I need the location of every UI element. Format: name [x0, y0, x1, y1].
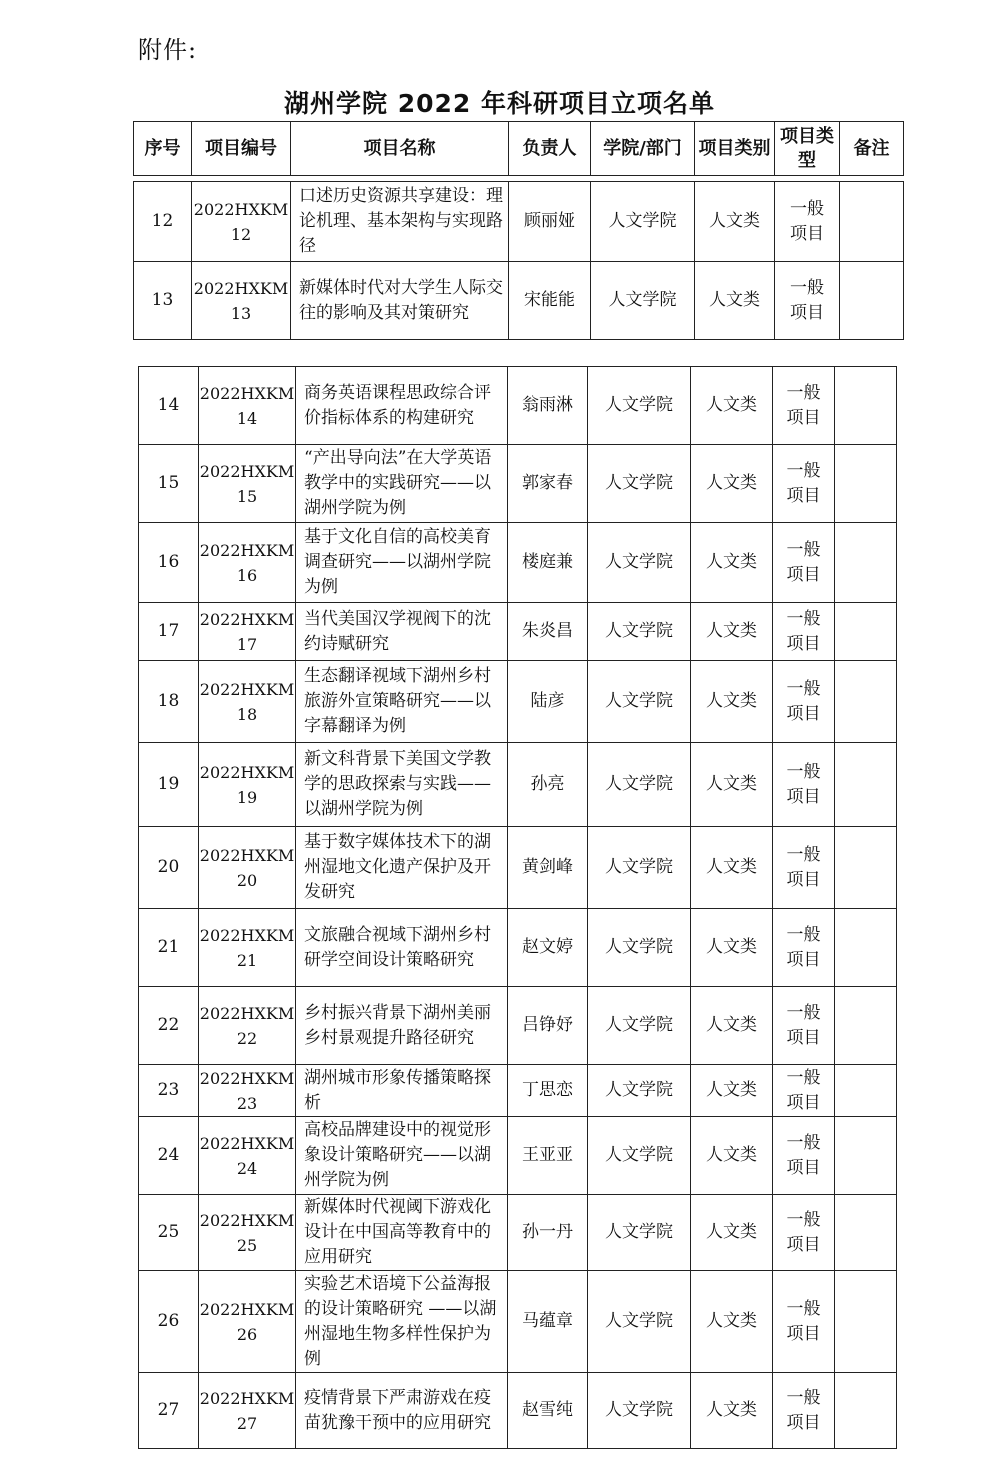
row-leader: 孙一丹	[508, 1195, 588, 1271]
table-row	[139, 1195, 897, 1271]
table-row	[139, 523, 897, 603]
row-remark	[835, 1373, 897, 1449]
header-dept: 学院/部门	[591, 122, 695, 176]
row-type: 一般 项目	[773, 1195, 835, 1271]
row-department: 人文学院	[591, 182, 695, 262]
row-project-code: 2022HXKM 19	[199, 743, 296, 827]
row-type: 一般 项目	[773, 1065, 835, 1117]
row-index: 13	[134, 262, 192, 340]
row-remark	[835, 1195, 897, 1271]
header-name: 项目名称	[291, 122, 509, 176]
row-index: 23	[139, 1065, 199, 1117]
row-leader: 孙亮	[508, 743, 588, 827]
row-project-code: 2022HXKM 14	[199, 367, 296, 445]
row-leader: 宋能能	[509, 262, 591, 340]
row-leader: 顾丽娅	[509, 182, 591, 262]
table-row	[139, 987, 897, 1065]
row-category: 人文类	[691, 367, 773, 445]
row-project-code: 2022HXKM 26	[199, 1271, 296, 1373]
row-department: 人文学院	[591, 262, 695, 340]
row-remark	[835, 1271, 897, 1373]
row-category: 人文类	[691, 1117, 773, 1195]
row-department: 人文学院	[588, 603, 691, 661]
row-remark	[835, 1117, 897, 1195]
row-remark	[835, 367, 897, 445]
project-table-part-1	[133, 181, 904, 340]
row-project-code: 2022HXKM 22	[199, 987, 296, 1065]
row-project-name: 文旅融合视域下湖州乡村研学空间设计策略研究	[296, 909, 508, 987]
row-type: 一般 项目	[773, 909, 835, 987]
row-department: 人文学院	[588, 1195, 691, 1271]
header-remark: 备注	[840, 122, 904, 176]
row-project-name: 实验艺术语境下公益海报的设计策略研究 ——以湖州湿地生物多样性保护为例	[296, 1271, 508, 1373]
row-leader: 赵文婷	[508, 909, 588, 987]
table-row	[139, 367, 897, 445]
row-project-name: “产出导向法”在大学英语教学中的实践研究——以湖州学院为例	[296, 445, 508, 523]
table-row	[139, 445, 897, 523]
document-title: 湖州学院 2022 年科研项目立项名单	[284, 89, 715, 118]
row-type: 一般 项目	[773, 1271, 835, 1373]
row-project-code: 2022HXKM 24	[199, 1117, 296, 1195]
row-department: 人文学院	[588, 743, 691, 827]
table-header	[133, 121, 904, 176]
table-row	[139, 603, 897, 661]
row-department: 人文学院	[588, 1065, 691, 1117]
header-code: 项目编号	[192, 122, 291, 176]
row-category: 人文类	[691, 1195, 773, 1271]
row-type: 一般 项目	[773, 603, 835, 661]
row-index: 18	[139, 661, 199, 743]
row-index: 16	[139, 523, 199, 603]
row-project-code: 2022HXKM 18	[199, 661, 296, 743]
row-department: 人文学院	[588, 661, 691, 743]
row-category: 人文类	[691, 827, 773, 909]
row-type: 一般 项目	[773, 367, 835, 445]
row-category: 人文类	[691, 661, 773, 743]
row-remark	[835, 743, 897, 827]
row-project-name: 口述历史资源共享建设：理论机理、基本架构与实现路径	[291, 182, 509, 262]
table-row	[134, 262, 904, 340]
table-row	[139, 827, 897, 909]
row-department: 人文学院	[588, 1271, 691, 1373]
row-index: 14	[139, 367, 199, 445]
row-index: 12	[134, 182, 192, 262]
row-type: 一般 项目	[773, 827, 835, 909]
row-remark	[835, 1065, 897, 1117]
row-project-code: 2022HXKM 21	[199, 909, 296, 987]
table-row	[139, 1065, 897, 1117]
row-type: 一般 项目	[773, 1373, 835, 1449]
header-category: 项目类别	[695, 122, 775, 176]
row-department: 人文学院	[588, 367, 691, 445]
row-type: 一般 项目	[773, 1117, 835, 1195]
row-leader: 朱炎昌	[508, 603, 588, 661]
row-project-name: 新媒体时代视阈下游戏化设计在中国高等教育中的应用研究	[296, 1195, 508, 1271]
row-leader: 黄剑峰	[508, 827, 588, 909]
row-leader: 吕铮妤	[508, 987, 588, 1065]
row-leader: 王亚亚	[508, 1117, 588, 1195]
row-index: 19	[139, 743, 199, 827]
attachment-label: 附件:	[138, 36, 198, 64]
row-category: 人文类	[691, 1373, 773, 1449]
project-table-part-2	[138, 366, 897, 1449]
row-category: 人文类	[691, 1065, 773, 1117]
row-index: 27	[139, 1373, 199, 1449]
row-index: 24	[139, 1117, 199, 1195]
row-project-name: 疫情背景下严肃游戏在疫苗犹豫干预中的应用研究	[296, 1373, 508, 1449]
row-category: 人文类	[695, 262, 775, 340]
row-department: 人文学院	[588, 909, 691, 987]
row-type: 一般 项目	[775, 262, 840, 340]
row-department: 人文学院	[588, 1117, 691, 1195]
row-type: 一般 项目	[773, 523, 835, 603]
row-leader: 赵雪纯	[508, 1373, 588, 1449]
row-project-name: 当代美国汉学视阀下的沈约诗赋研究	[296, 603, 508, 661]
row-leader: 楼庭兼	[508, 523, 588, 603]
row-remark	[835, 827, 897, 909]
row-index: 17	[139, 603, 199, 661]
row-department: 人文学院	[588, 827, 691, 909]
row-category: 人文类	[691, 909, 773, 987]
row-project-name: 新文科背景下美国文学教学的思政探索与实践——以湖州学院为例	[296, 743, 508, 827]
row-leader: 马蕴章	[508, 1271, 588, 1373]
table-row	[139, 1373, 897, 1449]
row-leader: 翁雨淋	[508, 367, 588, 445]
row-remark	[835, 523, 897, 603]
row-project-code: 2022HXKM 15	[199, 445, 296, 523]
row-category: 人文类	[695, 182, 775, 262]
row-category: 人文类	[691, 743, 773, 827]
row-project-code: 2022HXKM 20	[199, 827, 296, 909]
row-department: 人文学院	[588, 1373, 691, 1449]
row-category: 人文类	[691, 445, 773, 523]
table-row	[134, 182, 904, 262]
table-row	[139, 1271, 897, 1373]
row-index: 25	[139, 1195, 199, 1271]
row-project-name: 新媒体时代对大学生人际交往的影响及其对策研究	[291, 262, 509, 340]
row-project-code: 2022HXKM 25	[199, 1195, 296, 1271]
row-remark	[840, 262, 904, 340]
row-leader: 丁思恋	[508, 1065, 588, 1117]
table-row	[139, 661, 897, 743]
row-category: 人文类	[691, 987, 773, 1065]
row-type: 一般 项目	[773, 445, 835, 523]
row-project-name: 生态翻译视域下湖州乡村旅游外宣策略研究——以字幕翻译为例	[296, 661, 508, 743]
row-project-code: 2022HXKM 16	[199, 523, 296, 603]
row-department: 人文学院	[588, 445, 691, 523]
row-index: 21	[139, 909, 199, 987]
row-project-name: 乡村振兴背景下湖州美丽乡村景观提升路径研究	[296, 987, 508, 1065]
row-remark	[840, 182, 904, 262]
row-category: 人文类	[691, 1271, 773, 1373]
row-remark	[835, 987, 897, 1065]
row-project-name: 高校品牌建设中的视觉形象设计策略研究——以湖州学院为例	[296, 1117, 508, 1195]
row-index: 26	[139, 1271, 199, 1373]
row-department: 人文学院	[588, 523, 691, 603]
row-leader: 陆彦	[508, 661, 588, 743]
table-row	[139, 743, 897, 827]
row-index: 15	[139, 445, 199, 523]
row-type: 一般 项目	[775, 182, 840, 262]
row-remark	[835, 909, 897, 987]
row-type: 一般 项目	[773, 987, 835, 1065]
row-project-code: 2022HXKM 13	[192, 262, 291, 340]
row-index: 22	[139, 987, 199, 1065]
row-category: 人文类	[691, 523, 773, 603]
row-project-name: 基于文化自信的高校美育调查研究——以湖州学院为例	[296, 523, 508, 603]
row-remark	[835, 445, 897, 523]
row-project-code: 2022HXKM 27	[199, 1373, 296, 1449]
row-remark	[835, 603, 897, 661]
row-project-code: 2022HXKM 17	[199, 603, 296, 661]
header-index: 序号	[134, 122, 192, 176]
row-department: 人文学院	[588, 987, 691, 1065]
row-remark	[835, 661, 897, 743]
row-project-name: 湖州城市形象传播策略探析	[296, 1065, 508, 1117]
table-row	[139, 1117, 897, 1195]
row-type: 一般 项目	[773, 661, 835, 743]
row-type: 一般 项目	[773, 743, 835, 827]
row-project-code: 2022HXKM 12	[192, 182, 291, 262]
row-project-name: 基于数字媒体技术下的湖州湿地文化遗产保护及开发研究	[296, 827, 508, 909]
header-type: 项目类型	[775, 122, 840, 176]
row-project-code: 2022HXKM 23	[199, 1065, 296, 1117]
table-row	[139, 909, 897, 987]
row-project-name: 商务英语课程思政综合评价指标体系的构建研究	[296, 367, 508, 445]
row-category: 人文类	[691, 603, 773, 661]
row-index: 20	[139, 827, 199, 909]
row-leader: 郭家春	[508, 445, 588, 523]
header-leader: 负责人	[509, 122, 591, 176]
